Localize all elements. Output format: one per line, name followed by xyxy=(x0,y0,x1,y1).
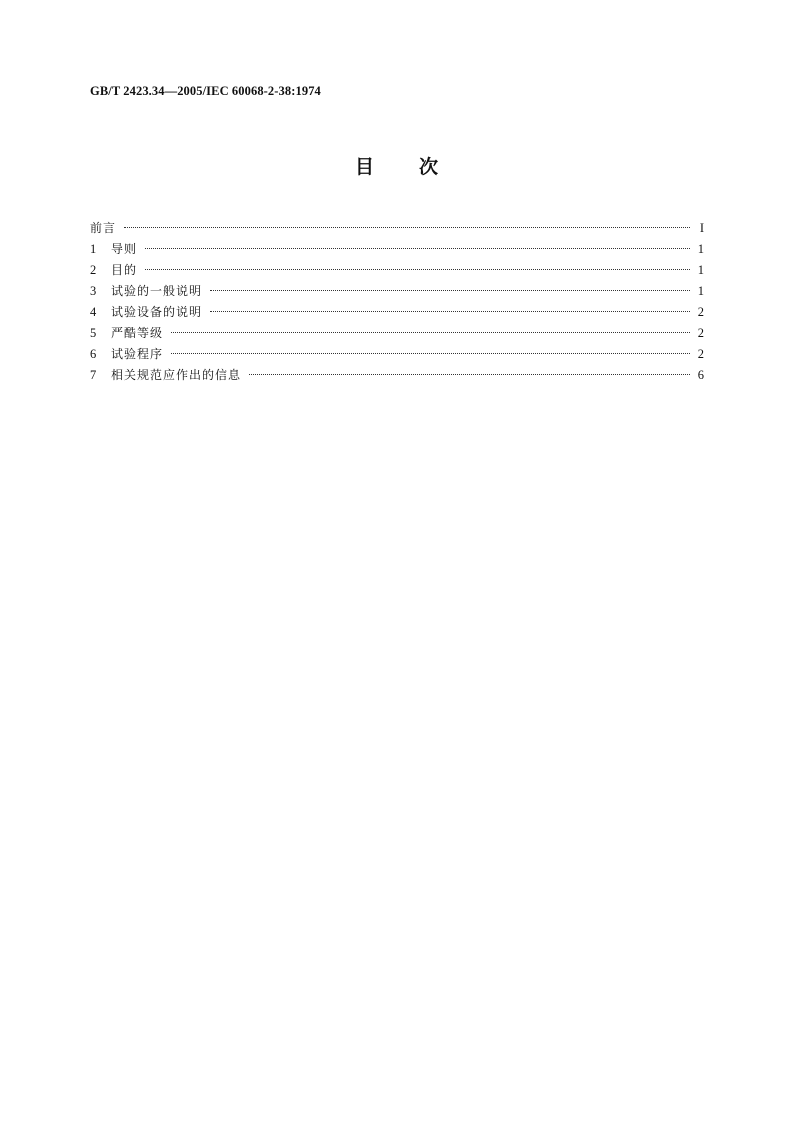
toc-entry-number: 7 xyxy=(90,368,97,382)
toc-title-part1: 目 xyxy=(354,156,375,178)
dot-leader xyxy=(171,353,690,354)
toc-entry-3[interactable] xyxy=(90,281,704,302)
toc-entry-page: 6 xyxy=(697,368,704,382)
toc-title xyxy=(0,152,794,179)
toc-entry-label: 目的 xyxy=(111,263,138,277)
toc-entry-1[interactable] xyxy=(90,239,704,260)
toc-entry-page: 2 xyxy=(697,326,704,340)
toc-entry-page: 2 xyxy=(697,347,704,361)
toc-entry-number: 1 xyxy=(90,242,97,256)
toc-entry-page: 1 xyxy=(697,284,704,298)
toc-entry-label: 导则 xyxy=(111,242,138,256)
dot-leader xyxy=(124,227,690,228)
dot-leader xyxy=(210,311,690,312)
toc-entry-number: 5 xyxy=(90,326,97,340)
toc-entry-6[interactable] xyxy=(90,344,704,365)
toc-title-part2: 次 xyxy=(419,156,440,178)
toc-entry-label: 相关规范应作出的信息 xyxy=(111,368,242,382)
standard-code: GB/T 2423.34—2005/IEC 60068-2-38:1974 xyxy=(90,84,321,98)
dot-leader xyxy=(210,290,690,291)
toc-entry-number: 3 xyxy=(90,284,97,298)
toc-entry-page: 1 xyxy=(697,242,704,256)
toc-entry-7[interactable] xyxy=(90,365,704,386)
toc-entry-number: 4 xyxy=(90,305,97,319)
toc-entry-label: 试验的一般说明 xyxy=(111,284,203,298)
toc-entry-label: 试验程序 xyxy=(111,347,164,361)
dot-leader xyxy=(145,269,690,270)
toc-entry-5[interactable] xyxy=(90,323,704,344)
toc-entry-2[interactable] xyxy=(90,260,704,281)
toc-entry-number: 6 xyxy=(90,347,97,361)
toc-entry-number: 2 xyxy=(90,263,97,277)
toc-entry-foreword[interactable] xyxy=(90,218,704,239)
toc-entry-label: 严酷等级 xyxy=(111,326,164,340)
toc-entry-page: I xyxy=(699,221,704,235)
dot-leader xyxy=(171,332,690,333)
toc-entry-4[interactable] xyxy=(90,302,704,323)
toc-entry-page: 2 xyxy=(697,305,704,319)
dot-leader xyxy=(145,248,690,249)
toc-entry-label: 前言 xyxy=(90,221,117,235)
toc-entry-page: 1 xyxy=(697,263,704,277)
toc-entry-label: 试验设备的说明 xyxy=(111,305,203,319)
toc-list xyxy=(90,218,704,386)
dot-leader xyxy=(249,374,690,375)
